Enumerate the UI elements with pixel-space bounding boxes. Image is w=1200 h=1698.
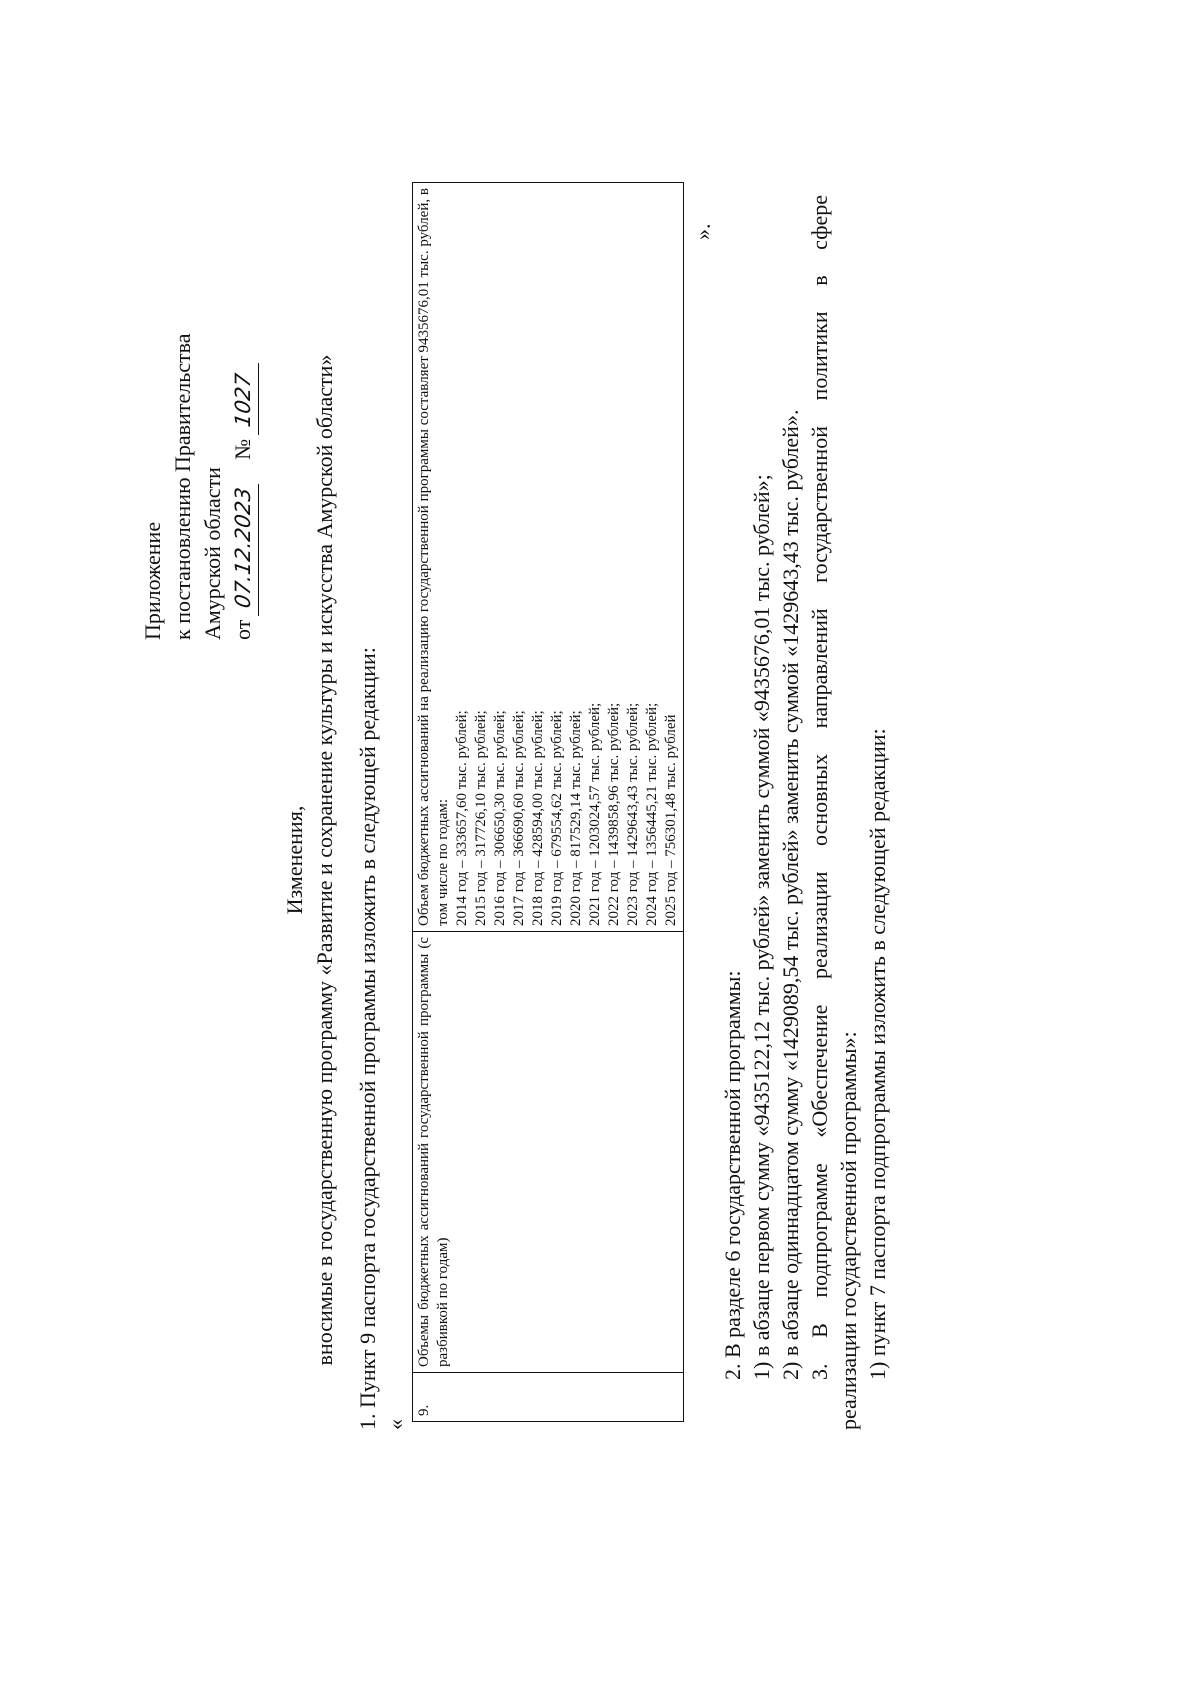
handwritten-date: 07.12.2023 — [228, 480, 259, 617]
title-line-1: Изменения, — [282, 805, 307, 915]
year-line: 2022 год – 1439858,96 тыс. рублей; — [606, 702, 622, 926]
year-line: 2020 год – 817529,14 тыс. рублей; — [568, 710, 584, 926]
year-line: 2014 год – 333657,60 тыс. рублей; — [454, 710, 470, 926]
value-intro-text: Объем бюджетных ассигнований на реализацию государственной программы составляет 9435676,01 тыс. рублей, в том числе по годам: — [416, 188, 451, 926]
year-line: 2019 год – 679554,62 тыс. рублей; — [549, 710, 565, 926]
amendments-section — [718, 195, 892, 1430]
amendment-paragraph-2: 2. В разделе 6 государственной программы: — [720, 970, 745, 1380]
row-number-cell: 9. — [413, 1373, 684, 1422]
rotated-document-page — [110, 160, 1010, 1560]
closing-quote-mark: ». — [690, 223, 715, 240]
row-value-cell — [413, 183, 684, 932]
date-prefix: от — [230, 619, 255, 640]
opening-quote-mark: « — [383, 1419, 408, 1430]
document-title — [280, 160, 340, 1560]
year-line: 2023 год – 1429643,43 тыс. рублей; — [625, 702, 641, 926]
year-line: 2018 год – 428594,00 тыс. рублей; — [530, 710, 546, 926]
appendix-date-number-line — [228, 200, 259, 640]
year-line: 2015 год – 317726,10 тыс. рублей; — [473, 710, 489, 926]
number-prefix: № — [230, 438, 255, 460]
year-line: 2024 год – 1356445,21 тыс. рублей; — [644, 702, 660, 926]
amendment-paragraph-2-2: 2) в абзаце одиннадцатом сумму «1429089,54 тыс. рублей» заменить суммой «1429643,43 тыс. рублей». — [778, 409, 803, 1380]
handwritten-number: 1027 — [228, 359, 259, 435]
amendment-paragraph-3: 3. В подпрограмме «Обеспечение реализации основных направлений государственной политики в сфере — [807, 195, 832, 1380]
amendment-paragraph-2-1: 1) в абзаце первом сумму «9435122,12 тыс. рублей» заменить суммой «9435676,01 тыс. рублей»; — [749, 474, 774, 1380]
year-line: 2025 год – 756301,48 тыс. рублей — [663, 714, 679, 926]
row-name-cell: Объемы бюджетных ассигнований государственной программы (с разбивкой по годам) — [413, 932, 684, 1373]
intro-paragraph: 1. Пункт 9 паспорта государственной программы изложить в следующей редакции: — [355, 647, 380, 1430]
year-line: 2017 год – 366690,60 тыс. рублей; — [511, 710, 527, 926]
year-line: 2016 год – 306650,30 тыс. рублей; — [492, 710, 508, 926]
amendment-paragraph-3-continued: реализации государственной программы»: — [836, 1031, 861, 1430]
year-line: 2021 год – 1203024,57 тыс. рублей; — [587, 702, 603, 926]
budget-table — [412, 182, 684, 1422]
appendix-region-label: Амурской области — [200, 467, 225, 640]
title-line-2: вносимые в государственную программу «Развитие и сохранение культуры и искусства Амурской области» — [312, 354, 337, 1366]
amendment-paragraph-3-1: 1) пункт 7 паспорта подпрограммы изложить в следующей редакции: — [865, 728, 890, 1380]
table-row — [413, 183, 684, 1422]
appendix-resolution-label: к постановлению Правительства — [170, 333, 195, 640]
appendix-label: Приложение — [140, 521, 165, 640]
appendix-header — [138, 200, 259, 640]
